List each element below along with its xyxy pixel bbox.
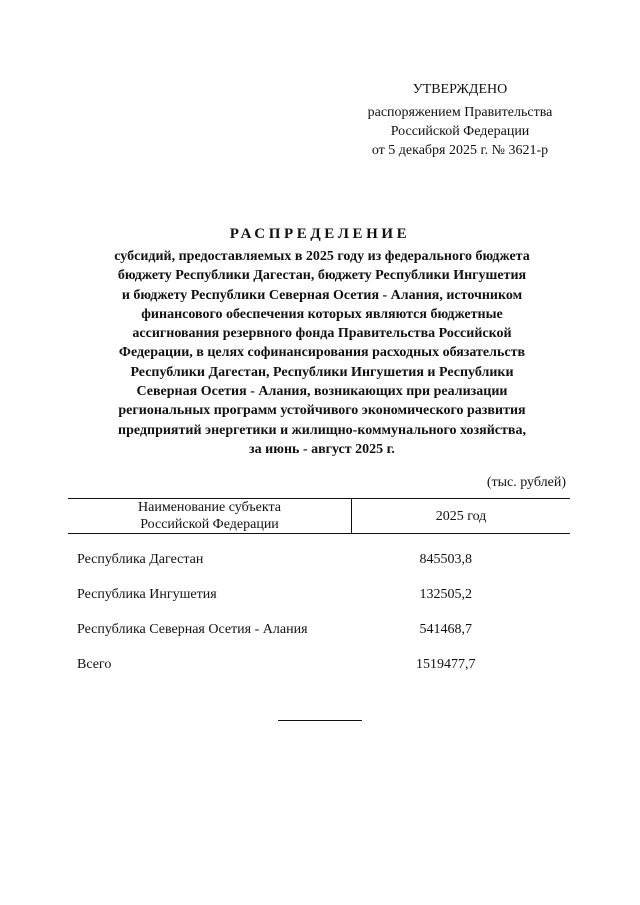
end-of-document-rule [278, 720, 362, 721]
row-subject-name: Республика Ингушетия [77, 586, 217, 602]
subtitle-line: предприятий энергетики и жилищно-коммунального хозяйства, [118, 422, 526, 438]
subtitle-line: Северная Осетия - Алания, возникающих при реализации [136, 384, 508, 400]
table-row [68, 577, 570, 612]
row-total-label: Всего [77, 656, 112, 672]
approval-block [340, 80, 580, 160]
approval-stamp-heading: УТВЕРЖДЕНО [412, 82, 508, 97]
subtitle-line: Федерации, в целях софинансирования расходных обязательств [118, 345, 526, 361]
row-amount: 845503,8 [419, 551, 472, 567]
row-amount: 541468,7 [419, 621, 472, 637]
table-header-row [68, 499, 570, 534]
units-label: (тыс. рублей) [486, 475, 566, 490]
subtitle-line: за июнь - август 2025 г. [249, 441, 395, 457]
approval-authority-line: распоряжением Правительства [367, 105, 553, 120]
header-subject-name [68, 499, 352, 534]
document-subtitle [80, 247, 564, 459]
header-year: 2025 год [352, 499, 571, 534]
header-subject-line1: Наименование субъекта [138, 500, 281, 515]
row-subject-name: Республика Дагестан [77, 551, 204, 567]
subtitle-line: субсидий, предоставляемых в 2025 году из федерального бюджета [114, 249, 530, 264]
subtitle-line: региональных программ устойчивого экономического развития [118, 403, 526, 419]
table-row-total [68, 647, 570, 682]
subtitle-line: ассигнования резервного фонда Правительства Российской [132, 326, 512, 342]
row-subject-name: Республика Северная Осетия - Алания [77, 621, 308, 637]
table-row [68, 612, 570, 647]
subtitle-line: Республики Дагестан, Республики Ингушетия и Республики [130, 364, 514, 380]
approval-country-line: Российской Федерации [390, 124, 530, 139]
header-subject-line2: Российской Федерации [140, 517, 279, 532]
document-title: РАСПРЕДЕЛЕНИЕ [229, 226, 411, 242]
row-amount: 132505,2 [419, 586, 472, 602]
distribution-table [68, 498, 570, 682]
subtitle-line: финансового обеспечения которых являются бюджетные [141, 306, 503, 322]
table-row [68, 534, 570, 578]
subtitle-line: и бюджету Республики Северная Осетия - Алания, источником [121, 287, 523, 303]
subtitle-line: бюджету Республики Дагестан, бюджету Республики Ингушетия [117, 268, 527, 284]
row-total-amount: 1519477,7 [416, 656, 476, 672]
approval-date-number-line: от 5 декабря 2025 г. № 3621-р [371, 143, 549, 158]
